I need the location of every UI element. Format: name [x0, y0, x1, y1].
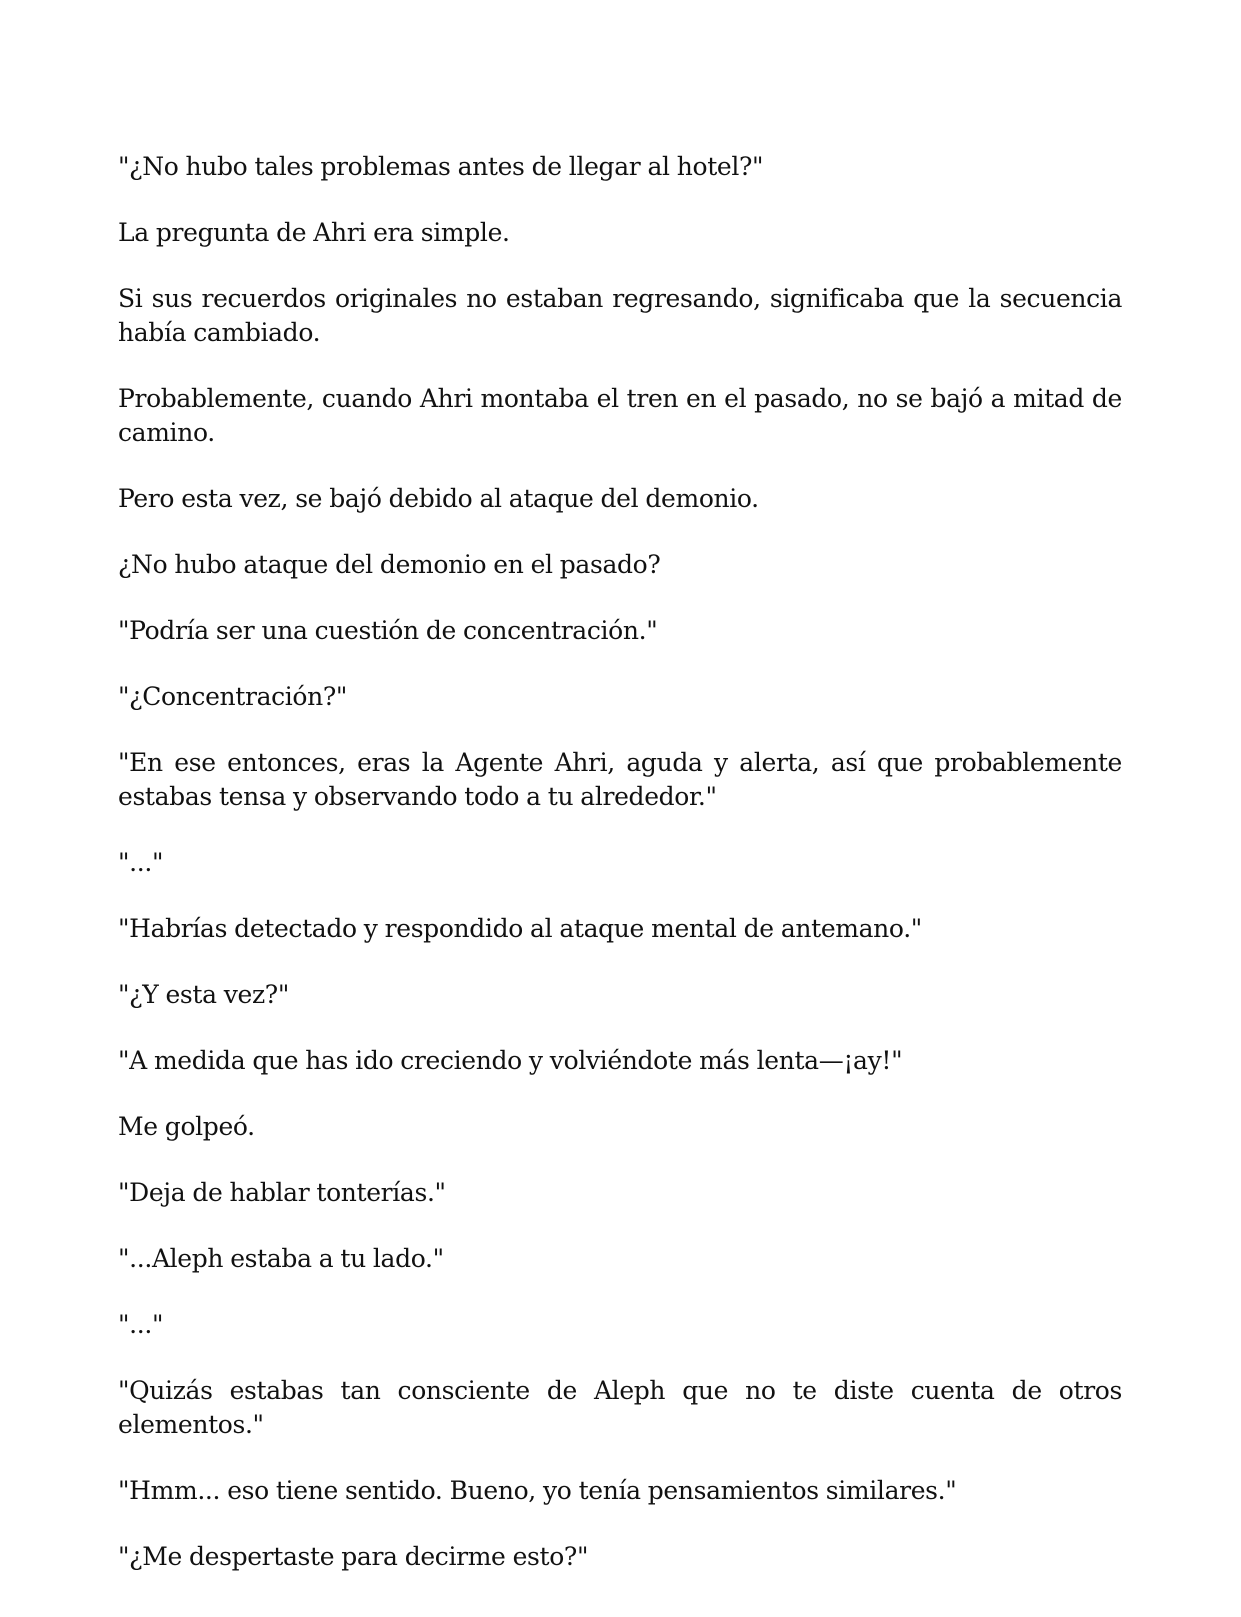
paragraph: "..."	[118, 848, 164, 877]
paragraph: "En ese entonces, eras la Agente Ahri, aguda y alerta, así que probablemente estabas tensa y observando todo a tu alrededor."	[118, 748, 1122, 811]
document-body	[118, 150, 1122, 1606]
paragraph: "Habrías detectado y respondido al ataque mental de antemano."	[118, 914, 922, 943]
paragraph: Probablemente, cuando Ahri montaba el tren en el pasado, no se bajó a mitad de camino.	[118, 384, 1122, 447]
paragraph: "Deja de hablar tonterías."	[118, 1178, 446, 1207]
paragraph: ¿No hubo ataque del demonio en el pasado?	[118, 550, 661, 579]
paragraph: "A medida que has ido creciendo y volviéndote más lenta—¡ay!"	[118, 1046, 903, 1075]
paragraph: "¿Concentración?"	[118, 682, 348, 711]
paragraph: Me golpeó.	[118, 1112, 255, 1141]
paragraph: Pero esta vez, se bajó debido al ataque del demonio.	[118, 484, 759, 513]
paragraph: Si sus recuerdos originales no estaban regresando, significaba que la secuencia había cambiado.	[118, 284, 1122, 347]
paragraph: "¿No hubo tales problemas antes de llegar al hotel?"	[118, 152, 764, 181]
paragraph: "Quizás estabas tan consciente de Aleph que no te diste cuenta de otros elementos."	[118, 1376, 1122, 1439]
paragraph: "...Aleph estaba a tu lado."	[118, 1244, 444, 1273]
paragraph: La pregunta de Ahri era simple.	[118, 218, 510, 247]
paragraph: "Hmm... eso tiene sentido. Bueno, yo tenía pensamientos similares."	[118, 1476, 957, 1505]
paragraph: "¿Y esta vez?"	[118, 980, 289, 1009]
paragraph: "Podría ser una cuestión de concentración."	[118, 616, 658, 645]
paragraph: "¿Me despertaste para decirme esto?"	[118, 1542, 589, 1571]
paragraph: "..."	[118, 1310, 164, 1339]
